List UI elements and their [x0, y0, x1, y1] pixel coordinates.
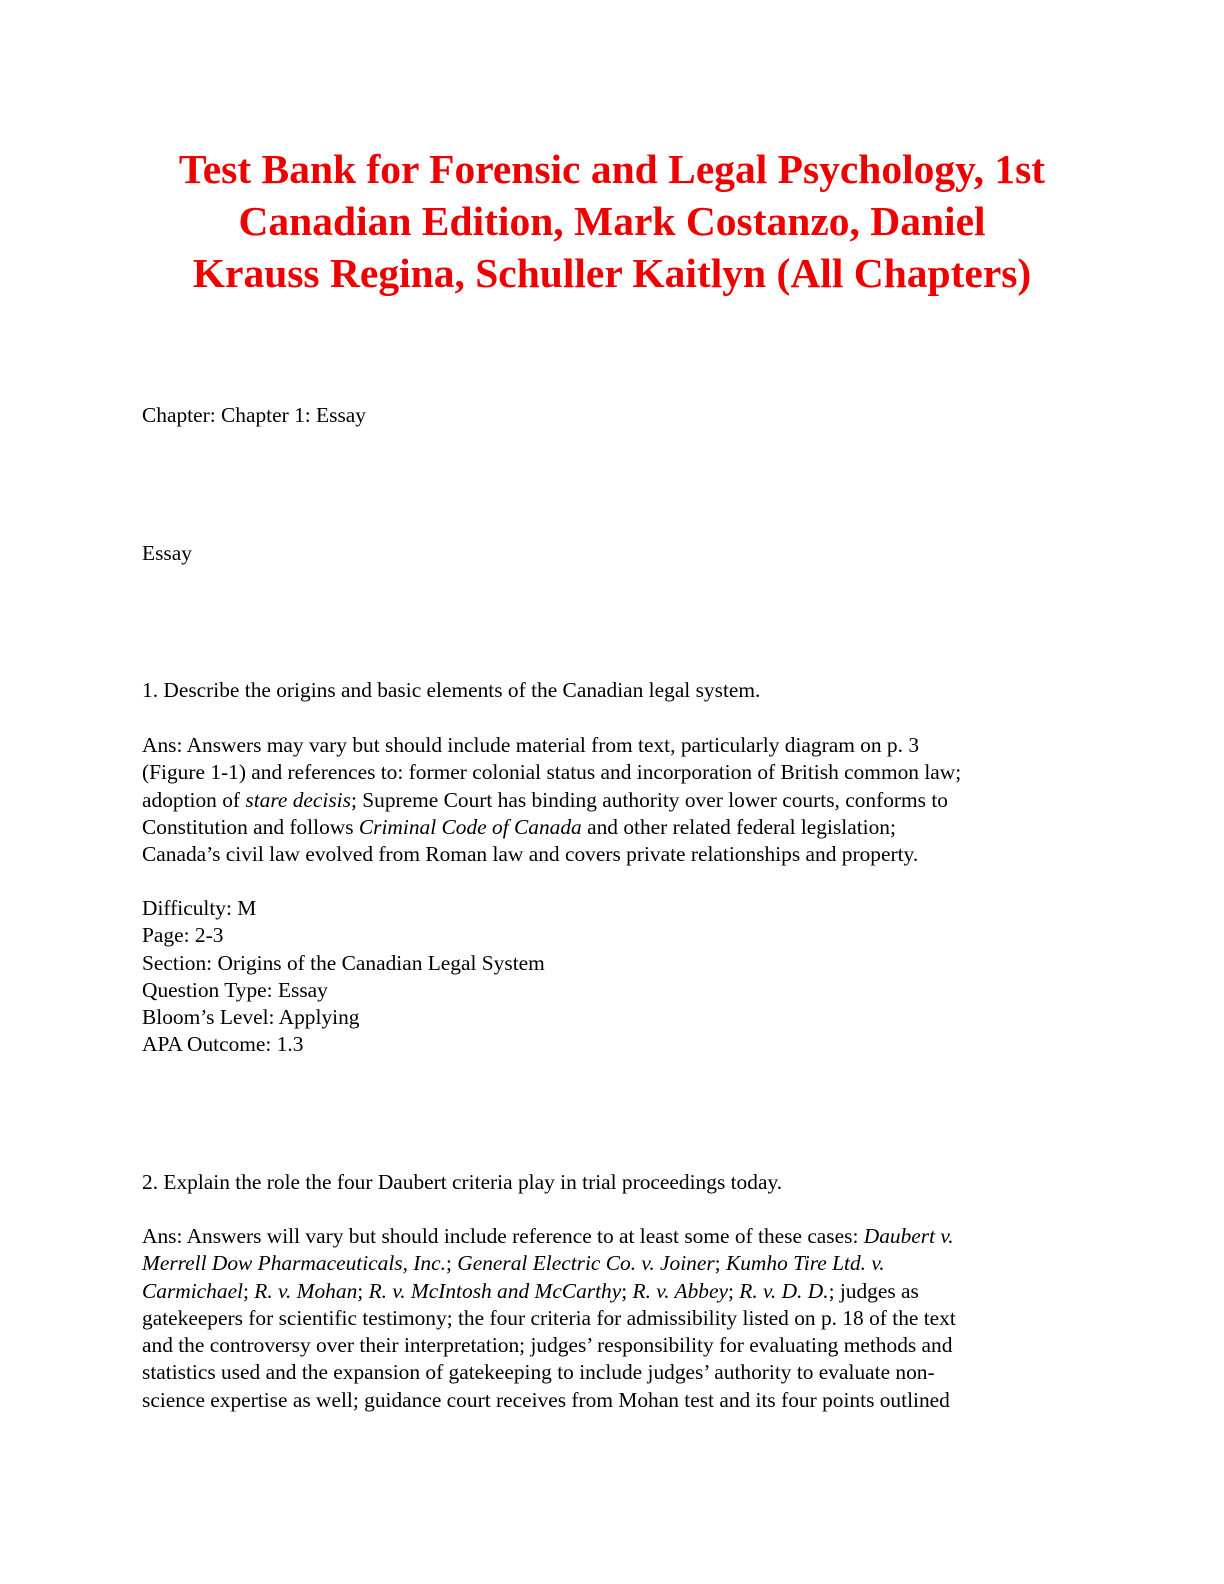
title-line: Test Bank for Forensic and Legal Psychology, 1st	[178, 146, 1046, 192]
italic-citation: R. v. McIntosh and McCarthy	[368, 1278, 622, 1303]
answer-line	[142, 1305, 956, 1332]
italic-citation: R. v. D. D.	[739, 1278, 829, 1303]
difficulty-meta: Difficulty: M	[142, 896, 257, 920]
answer-text: gatekeepers for scientific testimony; the four criteria for admissibility listed on p. 18 of the text	[142, 1305, 956, 1330]
blooms-level-meta: Bloom’s Level: Applying	[142, 1005, 360, 1030]
answer-line	[142, 1359, 956, 1386]
italic-citation: Kumho Tire Ltd. v.	[725, 1251, 885, 1276]
answer-line	[142, 1223, 956, 1250]
answer-text: Ans: Answers will vary but should include reference to at least some of these cases:	[142, 1224, 864, 1248]
italic-citation: Merrell Dow Pharmaceuticals, Inc.	[142, 1251, 446, 1276]
document-title	[110, 143, 1114, 299]
answer-line	[142, 841, 961, 868]
answer-text: (Figure 1-1) and references to: former colonial status and incorporation of British common law;	[142, 760, 962, 785]
section-meta: Section: Origins of the Canadian Legal System	[142, 950, 545, 975]
apa-outcome-meta: APA Outcome: 1.3	[142, 1032, 304, 1057]
title-line: Krauss Regina, Schuller Kaitlyn (All Chapters)	[192, 250, 1032, 296]
answer-text: Canada’s civil law evolved from Roman law and covers private relationships and property.	[142, 842, 919, 867]
italic-citation: R. v. Abbey	[632, 1278, 728, 1303]
answer-line	[142, 787, 961, 814]
answer-text: ;	[727, 1278, 740, 1303]
answer-text: adoption of	[142, 787, 246, 812]
answer-line	[142, 732, 961, 759]
answer-line	[142, 759, 961, 786]
answer-text: ; Supreme Court has binding authority over lower courts, conforms to	[350, 787, 948, 812]
question-1-metadata	[142, 895, 545, 1059]
answer-text: Constitution and follows	[142, 814, 359, 839]
question-type-meta: Question Type: Essay	[142, 977, 328, 1002]
italic-citation: stare decisis	[245, 787, 351, 812]
question-1-prompt: 1. Describe the origins and basic elements of the Canadian legal system.	[142, 678, 761, 702]
italic-citation: Daubert v.	[863, 1224, 954, 1248]
answer-line	[142, 1250, 956, 1277]
answer-text: statistics used and the expansion of gatekeeping to include judges’ authority to evaluate non-	[142, 1360, 935, 1385]
question-2-prompt: 2. Explain the role the four Daubert criteria play in trial proceedings today.	[142, 1170, 783, 1194]
question-1-answer	[142, 732, 961, 868]
answer-text: and other related federal legislation;	[581, 814, 896, 839]
italic-citation: R. v. Mohan	[254, 1278, 358, 1303]
answer-line	[142, 1278, 956, 1305]
answer-line	[142, 1332, 956, 1359]
italic-citation: General Electric Co. v. Joiner	[457, 1251, 715, 1276]
answer-text: Ans: Answers may vary but should include material from text, particularly diagram on p. 3	[142, 733, 920, 757]
page-meta: Page: 2-3	[142, 923, 224, 948]
answer-line	[142, 1387, 956, 1414]
answer-text: ;	[621, 1278, 633, 1303]
answer-text: ;	[445, 1251, 458, 1276]
question-2-answer	[142, 1223, 956, 1414]
answer-text: and the controversy over their interpretation; judges’ responsibility for evaluating methods and	[142, 1333, 953, 1358]
answer-text: ;	[243, 1278, 255, 1303]
italic-citation: Carmichael	[142, 1278, 243, 1303]
answer-text: ;	[357, 1278, 369, 1303]
section-heading: Essay	[142, 541, 192, 565]
answer-text: ; judges as	[828, 1278, 919, 1303]
answer-line	[142, 814, 961, 841]
italic-citation: Criminal Code of Canada	[358, 814, 582, 839]
title-line: Canadian Edition, Mark Costanzo, Daniel	[238, 198, 986, 244]
answer-text: science expertise as well; guidance court receives from Mohan test and its four points outlined	[142, 1387, 950, 1412]
answer-text: ;	[714, 1251, 726, 1276]
chapter-label: Chapter: Chapter 1: Essay	[142, 403, 366, 427]
